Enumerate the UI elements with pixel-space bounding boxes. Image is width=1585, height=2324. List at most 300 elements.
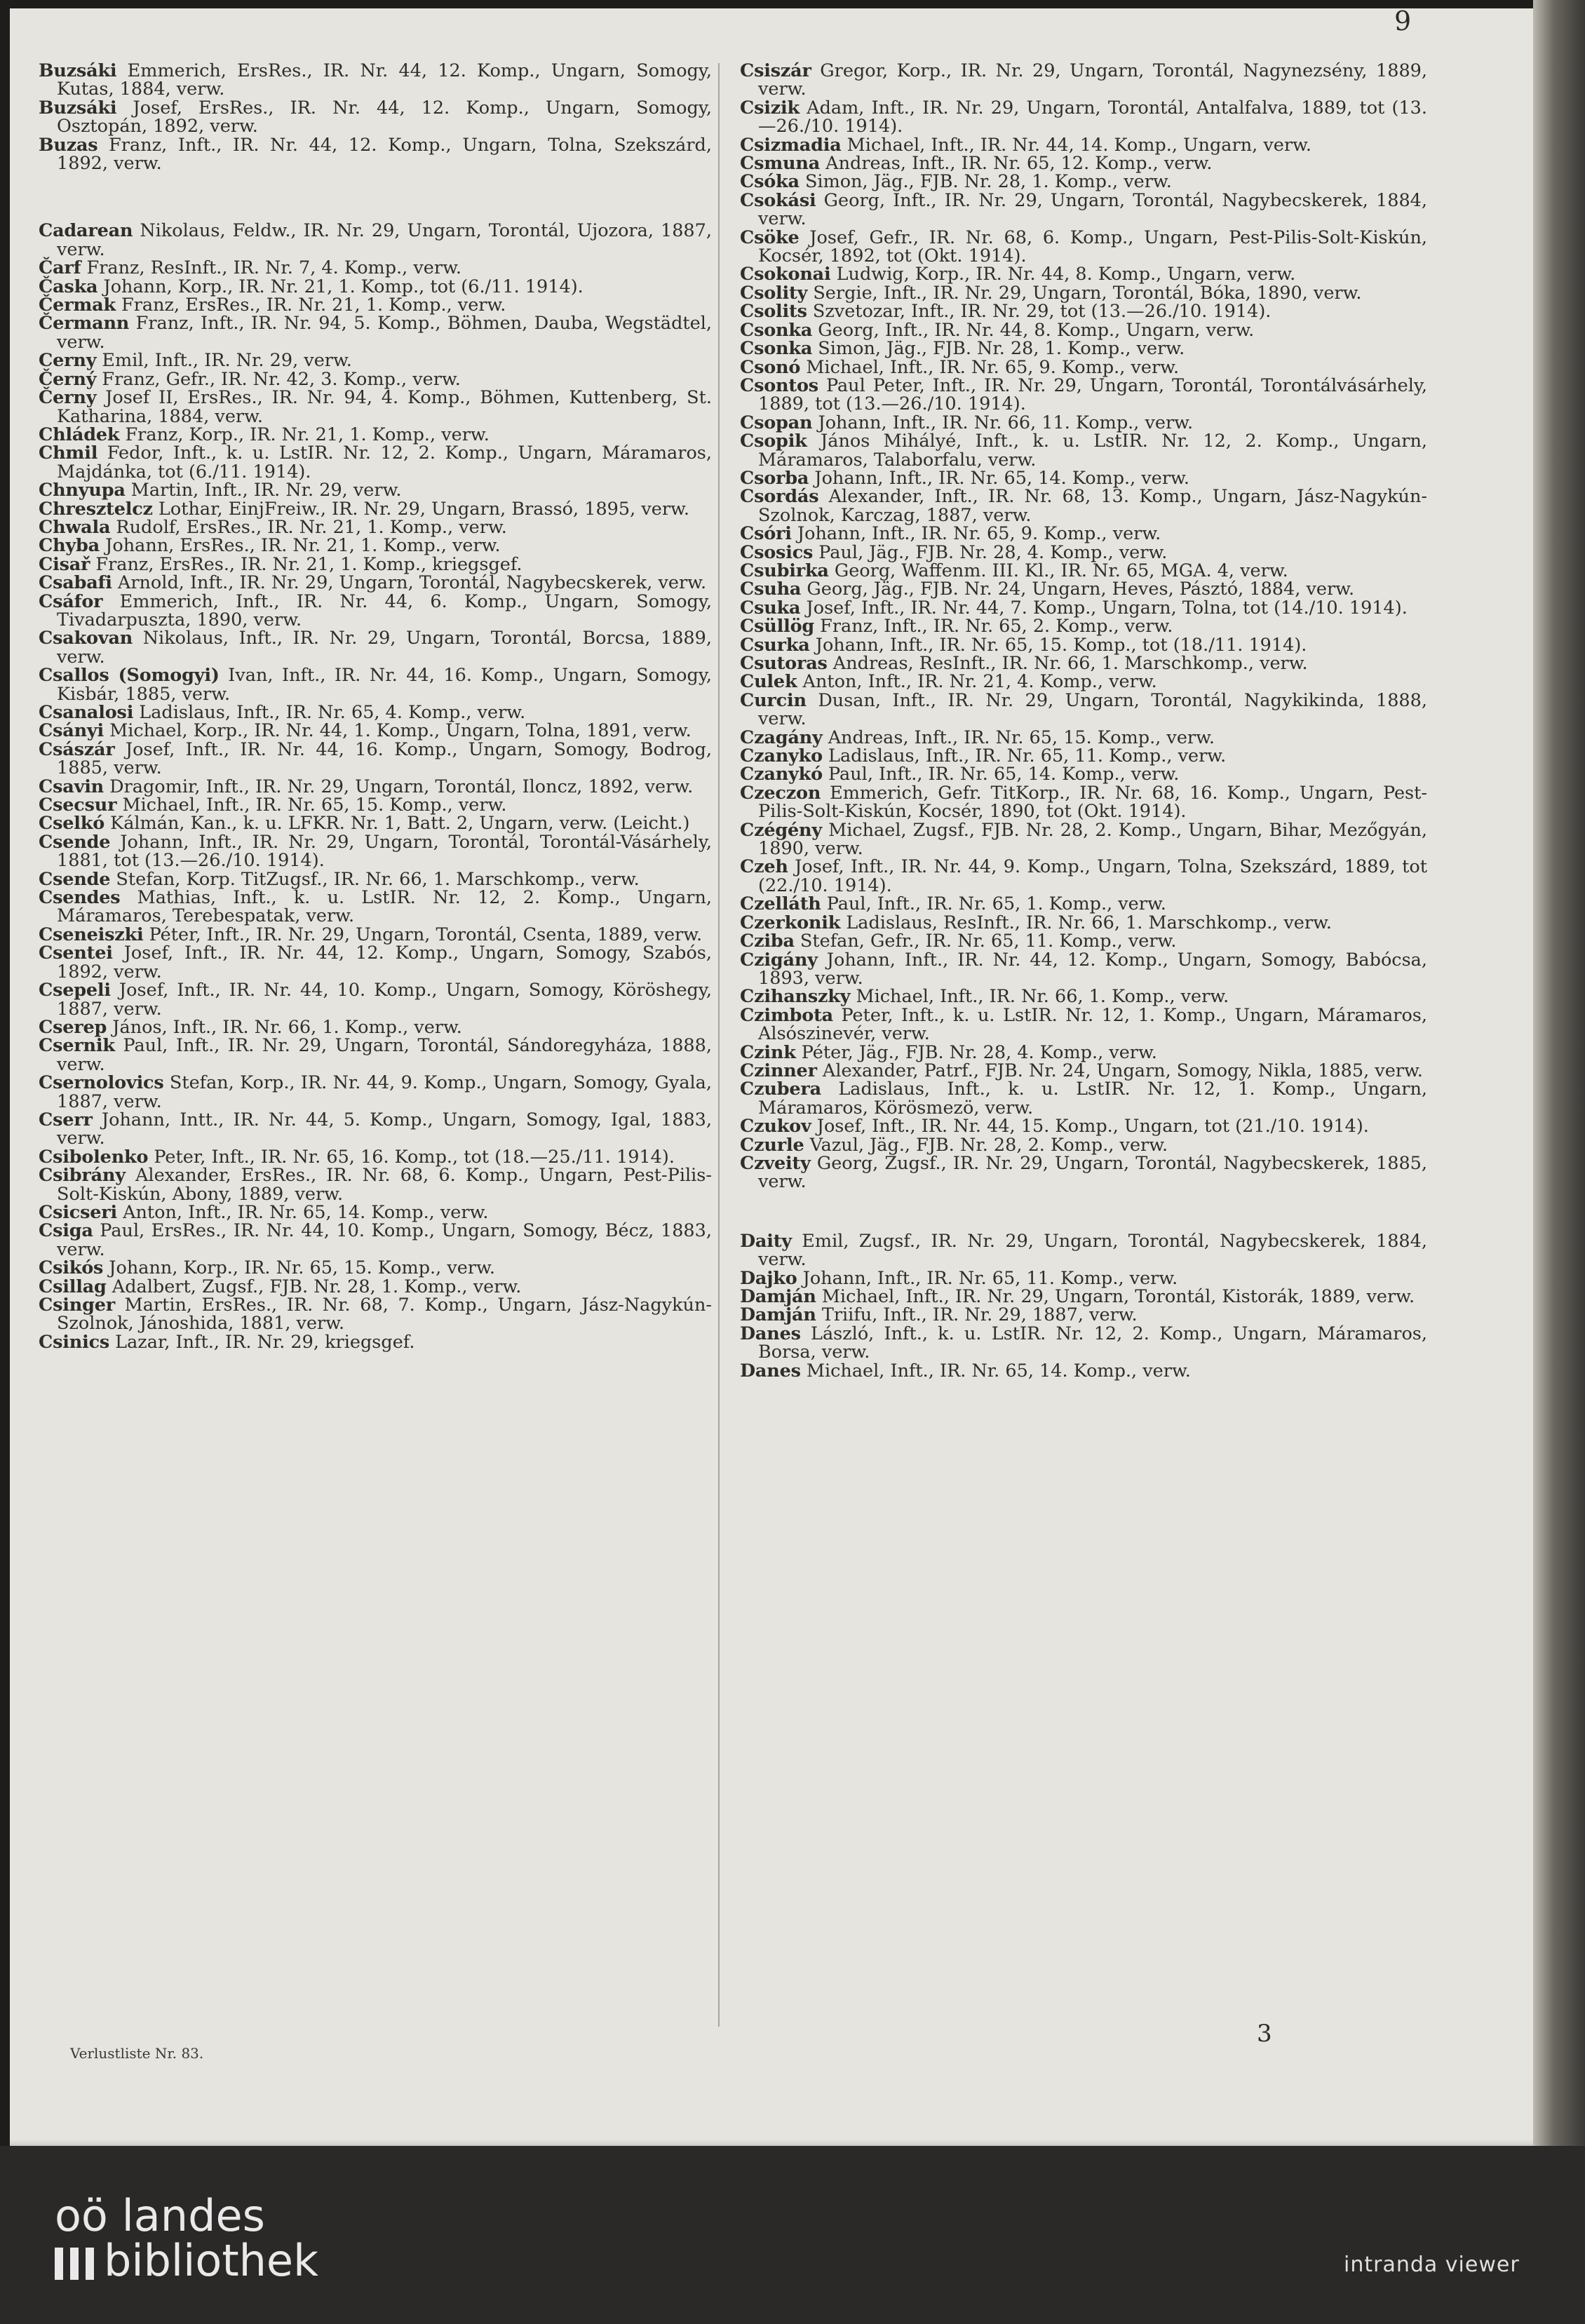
list-entry bbox=[39, 536, 712, 555]
list-entry bbox=[39, 1203, 712, 1222]
entry-details: Arnold, Inft., IR. Nr. 29, Ungarn, Torontál, Nagybecskerek, verw. bbox=[112, 572, 707, 594]
list-entry bbox=[740, 62, 1427, 99]
list-entry bbox=[39, 1259, 712, 1277]
list-entry bbox=[39, 314, 712, 351]
entry-details: Johann, Korp., IR. Nr. 21, 1. Komp., tot (6./11. 1914). bbox=[97, 276, 584, 297]
list-entry bbox=[740, 469, 1427, 487]
entry-surname: Csizmadia bbox=[740, 134, 842, 156]
entry-surname: Csende bbox=[39, 831, 111, 853]
entry-surname: Czanyko bbox=[740, 745, 823, 767]
list-entry bbox=[740, 136, 1427, 154]
list-entry bbox=[740, 951, 1427, 988]
entry-surname: Csabafi bbox=[39, 572, 112, 594]
entry-surname: Csmuna bbox=[740, 153, 821, 175]
entry-surname: Csernik bbox=[39, 1035, 115, 1057]
entry-surname: Csicseri bbox=[39, 1201, 117, 1223]
list-entry bbox=[740, 654, 1427, 673]
entry-details: Georg, Inft., IR. Nr. 29, Ungarn, Torontál, Nagybecskerek, 1884, verw. bbox=[758, 189, 1427, 230]
entry-details: Michael, Inft., IR. Nr. 44, 14. Komp., Ungarn, verw. bbox=[841, 134, 1311, 156]
entry-details: Josef, Inft., IR. Nr. 44, 9. Komp., Ungarn, Tolna, Szekszárd, 1889, tot (22./10. 1914). bbox=[758, 856, 1427, 896]
entry-details: Stefan, Korp. TitZugsf., IR. Nr. 66, 1. Marschkomp., verw. bbox=[110, 868, 640, 890]
book-gutter bbox=[1533, 0, 1585, 2146]
entry-details: Johann, Inft., IR. Nr. 29, Ungarn, Torontál, Torontál-Vásárhely, 1881, tot (13.—26./10. 1914). bbox=[57, 831, 712, 872]
entry-surname: Csallos (Somogyi) bbox=[39, 665, 220, 687]
list-entry bbox=[740, 1043, 1427, 1062]
column-divider bbox=[718, 63, 720, 2027]
entry-details: Anton, Inft., IR. Nr. 21, 4. Komp., verw. bbox=[797, 671, 1157, 693]
entry-details: Adam, Inft., IR. Nr. 29, Ungarn, Torontál, Antalfalva, 1889, tot (13.—26./10. 1914). bbox=[758, 97, 1427, 137]
list-entry bbox=[740, 691, 1427, 729]
viewer-label[interactable]: intranda viewer bbox=[1344, 2252, 1520, 2277]
entry-surname: Csentei bbox=[39, 943, 113, 964]
entry-surname: Černý bbox=[39, 368, 97, 390]
entry-details: Sergie, Inft., IR. Nr. 29, Ungarn, Torontál, Bóka, 1890, verw. bbox=[807, 282, 1362, 304]
entry-surname: Chmil bbox=[39, 442, 98, 464]
entry-surname: Czeh bbox=[740, 856, 788, 878]
entry-surname: Csendes bbox=[39, 887, 121, 909]
entry-details: Adalbert, Zugsf., FJB. Nr. 28, 1. Komp., verw. bbox=[106, 1276, 522, 1297]
entry-surname: Csordás bbox=[740, 486, 819, 508]
list-entry bbox=[39, 944, 712, 981]
entry-surname: Csanalosi bbox=[39, 702, 134, 723]
entry-surname: Čarf bbox=[39, 257, 81, 279]
entry-details: Martin, ErsRes., IR. Nr. 68, 7. Komp., Ungarn, Jász-Nagykún-Szolnok, Jánoshida, 1881, verw. bbox=[57, 1295, 712, 1335]
entry-details: Johann, Inft., IR. Nr. 65, 9. Komp., verw. bbox=[791, 523, 1161, 545]
list-entry bbox=[39, 278, 712, 296]
list-entry bbox=[39, 136, 712, 173]
entry-surname: Czagány bbox=[740, 727, 823, 748]
left-column bbox=[39, 62, 712, 1351]
entry-surname: Buzsáki bbox=[39, 60, 117, 81]
entry-surname: Czink bbox=[740, 1041, 796, 1063]
entry-details: Johann, Inft., IR. Nr. 66, 11. Komp., verw. bbox=[812, 412, 1194, 433]
entry-surname: Czubera bbox=[740, 1079, 821, 1100]
entry-details: Rudolf, ErsRes., IR. Nr. 21, 1. Komp., verw. bbox=[110, 516, 507, 538]
entry-details: Anton, Inft., IR. Nr. 65, 14. Komp., verw. bbox=[116, 1201, 489, 1223]
entry-details: Johann, Inft., IR. Nr. 65, 11. Komp., verw. bbox=[797, 1267, 1178, 1289]
entry-surname: Csakovan bbox=[39, 628, 133, 649]
entry-surname: Csopik bbox=[740, 431, 807, 452]
entry-surname: Czveity bbox=[740, 1152, 811, 1174]
entry-surname: Danes bbox=[740, 1360, 801, 1381]
list-entry bbox=[39, 99, 712, 136]
entry-details: Andreas, Inft., IR. Nr. 65, 15. Komp., verw. bbox=[822, 727, 1215, 748]
entry-details: Paul Peter, Inft., IR. Nr. 29, Ungarn, Torontál, Torontálvásárhely, 1889, tot (13.—26./10. 1914). bbox=[758, 374, 1427, 415]
list-entry bbox=[740, 932, 1427, 950]
entry-details: Johann, ErsRes., IR. Nr. 21, 1. Komp., verw. bbox=[100, 535, 501, 557]
entry-details: Georg, Jäg., FJB. Nr. 24, Ungarn, Heves, Pásztó, 1884, verw. bbox=[801, 579, 1355, 600]
entry-surname: Csopan bbox=[740, 412, 813, 433]
entry-details: Ludwig, Korp., IR. Nr. 44, 8. Komp., Ungarn, verw. bbox=[830, 264, 1296, 285]
list-entry bbox=[39, 1074, 712, 1111]
list-entry bbox=[740, 1232, 1427, 1269]
list-entry bbox=[740, 487, 1427, 525]
entry-details: Paul, ErsRes., IR. Nr. 44, 10. Komp., Ungarn, Somogy, Bécz, 1883, verw. bbox=[57, 1220, 712, 1260]
entry-details: Emmerich, Gefr. TitKorp., IR. Nr. 68, 16. Komp., Ungarn, Pest-Pilis-Solt-Kiskún, Kocsér, 1890, tot (Okt. 1914). bbox=[758, 782, 1427, 823]
entry-surname: Čermann bbox=[39, 313, 130, 335]
list-entry bbox=[39, 296, 712, 314]
entry-details: Johann, Inft., IR. Nr. 65, 14. Komp., verw. bbox=[809, 467, 1189, 489]
entry-details: Alexander, Patrf., FJB. Nr. 24, Ungarn, Somogy, Nikla, 1885, verw. bbox=[816, 1060, 1423, 1081]
list-entry bbox=[740, 321, 1427, 339]
entry-details: Paul, Inft., IR. Nr. 29, Ungarn, Torontál, Sándoregyháza, 1888, verw. bbox=[57, 1035, 712, 1075]
entry-details: Emil, Zugsf., IR. Nr. 29, Ungarn, Torontál, Nagybecskerek, 1884, verw. bbox=[758, 1230, 1427, 1271]
entry-surname: Csurka bbox=[740, 634, 810, 656]
list-entry bbox=[39, 500, 712, 518]
list-entry bbox=[39, 1148, 712, 1166]
list-entry bbox=[740, 358, 1427, 377]
entry-details: Kálmán, Kan., k. u. LFKR. Nr. 1, Batt. 2, Ungarn, verw. (Leicht.) bbox=[104, 813, 690, 835]
list-entry bbox=[740, 747, 1427, 765]
entry-details: László, Inft., k. u. LstIR. Nr. 12, 2. Komp., Ungarn, Máramaros, Borsa, verw. bbox=[758, 1323, 1427, 1363]
list-entry bbox=[39, 778, 712, 796]
entry-details: Paul, Inft., IR. Nr. 65, 14. Komp., verw. bbox=[822, 764, 1180, 785]
entry-details: Triifu, Inft., IR. Nr. 29, 1887, verw. bbox=[816, 1304, 1138, 1326]
list-entry bbox=[740, 821, 1427, 858]
entry-surname: Csorba bbox=[740, 467, 809, 489]
list-entry bbox=[740, 895, 1427, 913]
list-entry bbox=[39, 62, 712, 99]
entry-details: Szvetozar, Inft., IR. Nr. 29, tot (13.—26./10. 1914). bbox=[807, 301, 1272, 323]
entry-surname: Czurle bbox=[740, 1134, 804, 1156]
entry-surname: Csonka bbox=[740, 319, 813, 341]
entry-surname: Csóri bbox=[740, 523, 792, 545]
list-entry bbox=[39, 1333, 712, 1351]
entry-surname: Csosics bbox=[740, 541, 814, 563]
list-entry bbox=[39, 1296, 712, 1333]
entry-surname: Csavin bbox=[39, 776, 104, 797]
list-entry bbox=[740, 414, 1427, 432]
section-gap bbox=[39, 173, 712, 222]
entry-details: Lazar, Inft., IR. Nr. 29, kriegsgef. bbox=[109, 1331, 415, 1353]
entry-details: Michael, Inft., IR. Nr. 66, 1. Komp., verw. bbox=[850, 986, 1229, 1008]
entry-surname: Csolits bbox=[740, 301, 807, 323]
entry-details: Ladislaus, ResInft., IR. Nr. 66, 1. Marschkomp., verw. bbox=[840, 912, 1332, 933]
list-entry bbox=[39, 1222, 712, 1259]
entry-details: Andreas, Inft., IR. Nr. 65, 12. Komp., verw. bbox=[820, 153, 1213, 175]
list-entry bbox=[39, 351, 712, 370]
list-entry bbox=[39, 222, 712, 259]
entry-details: Lothar, EinjFreiw., IR. Nr. 29, Ungarn, Brassó, 1895, verw. bbox=[152, 498, 689, 520]
entry-details: Paul, Inft., IR. Nr. 65, 1. Komp., verw. bbox=[821, 893, 1166, 915]
list-entry bbox=[740, 1154, 1427, 1191]
entry-details: Ladislaus, Inft., IR. Nr. 65, 4. Komp., verw. bbox=[133, 702, 526, 723]
entry-details: Johann, Inft., IR. Nr. 44, 12. Komp., Ungarn, Somogy, Babócsa, 1893, verw. bbox=[758, 949, 1427, 989]
entry-surname: Chyba bbox=[39, 535, 100, 557]
list-entry bbox=[39, 833, 712, 870]
entry-surname: Čermak bbox=[39, 295, 116, 316]
list-entry bbox=[740, 1288, 1427, 1306]
entry-surname: Csüllög bbox=[740, 616, 815, 637]
entry-details: Alexander, Inft., IR. Nr. 68, 13. Komp., Ungarn, Jász-Nagykún-Szolnok, Karczag, 1887, verw. bbox=[758, 486, 1427, 526]
entry-details: Alexander, ErsRes., IR. Nr. 68, 6. Komp., Ungarn, Pest-Pilis-Solt-Kiskún, Abony, 1889, verw. bbox=[57, 1165, 712, 1205]
logo-bars-icon bbox=[55, 2248, 94, 2280]
list-entry bbox=[740, 673, 1427, 691]
list-entry bbox=[39, 574, 712, 592]
entry-surname: Czimbota bbox=[740, 1004, 833, 1026]
logo-line-1: oö landes bbox=[55, 2190, 265, 2241]
page-number: 9 bbox=[1394, 6, 1412, 36]
entry-surname: Danes bbox=[740, 1323, 801, 1344]
list-entry bbox=[740, 284, 1427, 302]
entry-details: Paul, Jäg., FJB. Nr. 28, 4. Komp., verw. bbox=[813, 541, 1168, 563]
entry-details: Ivan, Inft., IR. Nr. 44, 16. Komp., Ungarn, Somogy, Kisbár, 1885, verw. bbox=[57, 665, 712, 705]
entry-details: Fedor, Inft., k. u. LstIR. Nr. 12, 2. Komp., Ungarn, Máramaros, Majdánka, tot (6./11. 1914). bbox=[57, 442, 712, 482]
entry-details: Franz, ResInft., IR. Nr. 7, 4. Komp., verw. bbox=[81, 257, 461, 279]
entry-details: Emmerich, Inft., IR. Nr. 44, 6. Komp., Ungarn, Somogy, Tivadarpuszta, 1890, verw. bbox=[57, 590, 712, 630]
entry-surname: Buzsáki bbox=[39, 97, 117, 119]
entry-details: Mathias, Inft., k. u. LstIR. Nr. 12, 2. Komp., Ungarn, Máramaros, Terebespatak, verw. bbox=[57, 887, 712, 927]
entry-surname: Daity bbox=[740, 1230, 792, 1252]
list-entry bbox=[740, 784, 1427, 821]
entry-surname: Curcin bbox=[740, 689, 807, 711]
list-entry bbox=[39, 518, 712, 536]
list-entry bbox=[39, 259, 712, 277]
list-entry bbox=[39, 389, 712, 426]
entry-details: Josef, Inft., IR. Nr. 44, 10. Komp., Ungarn, Somogy, Köröshegy, 1887, verw. bbox=[57, 980, 712, 1020]
entry-details: Josef, Inft., IR. Nr. 44, 15. Komp., Ungarn, tot (21./10. 1914). bbox=[811, 1116, 1369, 1137]
list-entry bbox=[39, 555, 712, 574]
entry-details: Georg, Waffenm. III. Kl., IR. Nr. 65, MGA. 4, verw. bbox=[828, 560, 1288, 581]
entry-surname: Chnyupa bbox=[39, 480, 126, 501]
list-entry bbox=[39, 1278, 712, 1296]
entry-surname: Chládek bbox=[39, 424, 120, 445]
list-entry bbox=[740, 154, 1427, 173]
entry-details: Gregor, Korp., IR. Nr. 29, Ungarn, Torontál, Nagynezsény, 1889, verw. bbox=[758, 60, 1427, 100]
entry-surname: Csibrány bbox=[39, 1165, 126, 1187]
list-entry bbox=[39, 1036, 712, 1074]
entry-details: Vazul, Jäg., FJB. Nr. 28, 2. Komp., verw. bbox=[804, 1134, 1168, 1156]
entry-details: Peter, Inft., k. u. LstIR. Nr. 12, 1. Komp., Ungarn, Máramaros, Alsószinevér, verw. bbox=[758, 1004, 1427, 1045]
entry-surname: Cselkó bbox=[39, 813, 105, 835]
entry-details: Josef II, ErsRes., IR. Nr. 94, 4. Komp., Böhmen, Kuttenberg, St. Katharina, 1884, verw. bbox=[57, 387, 712, 427]
list-entry bbox=[740, 265, 1427, 283]
list-entry bbox=[740, 374, 1427, 415]
entry-details: Michael, Inft., IR. Nr. 65, 15. Komp., verw. bbox=[116, 795, 507, 816]
entry-surname: Csolity bbox=[740, 282, 808, 304]
library-logo[interactable] bbox=[55, 2190, 318, 2286]
list-entry bbox=[39, 1018, 712, 1036]
list-entry bbox=[740, 580, 1427, 598]
entry-details: Péter, Inft., IR. Nr. 29, Ungarn, Torontál, Csenta, 1889, verw. bbox=[143, 924, 703, 945]
entry-details: Franz, Gefr., IR. Nr. 42, 3. Komp., verw. bbox=[96, 368, 461, 390]
entry-details: Josef, Gefr., IR. Nr. 68, 6. Komp., Ungarn, Pest-Pilis-Solt-Kiskún, Kocsér, 1892, tot (Okt. 1914). bbox=[758, 227, 1427, 267]
list-entry bbox=[39, 629, 712, 666]
entry-details: Michael, Inft., IR. Nr. 65, 9. Komp., verw. bbox=[800, 356, 1180, 378]
list-entry bbox=[740, 1269, 1427, 1288]
entry-details: Simon, Jäg., FJB. Nr. 28, 1. Komp., verw. bbox=[799, 171, 1172, 193]
entry-surname: Czukov bbox=[740, 1116, 811, 1137]
entry-details: Dusan, Inft., IR. Nr. 29, Ungarn, Torontál, Nagykikinda, 1888, verw. bbox=[758, 689, 1427, 730]
entry-surname: Cisař bbox=[39, 553, 90, 575]
entry-surname: Csiszár bbox=[740, 60, 811, 81]
entry-surname: Cadarean bbox=[39, 220, 133, 242]
entry-details: Nikolaus, Feldw., IR. Nr. 29, Ungarn, Torontál, Ujozora, 1887, verw. bbox=[57, 220, 712, 260]
entry-surname: Czihanszky bbox=[740, 986, 851, 1008]
entry-details: Ladislaus, Inft., IR. Nr. 65, 11. Komp., verw. bbox=[822, 745, 1227, 767]
entry-surname: Dajko bbox=[740, 1267, 797, 1289]
entry-surname: Cziba bbox=[740, 931, 795, 952]
entry-details: Stefan, Korp., IR. Nr. 44, 9. Komp., Ungarn, Somogy, Gyala, 1887, verw. bbox=[57, 1072, 712, 1112]
list-entry bbox=[740, 339, 1427, 358]
entry-details: Johann, Intt., IR. Nr. 44, 5. Komp., Ungarn, Somogy, Igal, 1883, verw. bbox=[57, 1109, 712, 1149]
entry-surname: Csiga bbox=[39, 1220, 93, 1242]
entry-surname: Csecsur bbox=[39, 795, 117, 816]
list-entry bbox=[740, 301, 1427, 323]
list-entry bbox=[740, 914, 1427, 932]
entry-surname: Cerny bbox=[39, 350, 97, 372]
entry-surname: Csányi bbox=[39, 720, 104, 742]
entry-surname: Czanykó bbox=[740, 764, 823, 785]
list-entry bbox=[39, 889, 712, 926]
list-entry bbox=[740, 525, 1427, 543]
list-entry bbox=[740, 1062, 1427, 1080]
list-entry bbox=[740, 1136, 1427, 1154]
list-entry bbox=[740, 1325, 1427, 1362]
entry-surname: Csibolenko bbox=[39, 1146, 149, 1168]
logo-line-2: bibliothek bbox=[104, 2235, 318, 2286]
entry-details: Josef, Inft., IR. Nr. 44, 16. Komp., Ungarn, Somogy, Bodrog, 1885, verw. bbox=[57, 738, 712, 779]
list-entry bbox=[39, 926, 712, 944]
entry-details: Josef, ErsRes., IR. Nr. 44, 12. Komp., Ungarn, Somogy, Osztopán, 1892, verw. bbox=[57, 97, 712, 137]
list-entry bbox=[740, 1117, 1427, 1135]
entry-details: Michael, Inft., IR. Nr. 65, 14. Komp., verw. bbox=[800, 1360, 1191, 1381]
entry-details: Michael, Korp., IR. Nr. 44, 1. Komp., Ungarn, Tolna, 1891, verw. bbox=[104, 720, 692, 742]
entry-details: Franz, Inft., IR. Nr. 94, 5. Komp., Böhmen, Dauba, Wegstädtel, verw. bbox=[57, 313, 712, 353]
entry-surname: Csutoras bbox=[740, 653, 828, 674]
entry-details: Franz, ErsRes., IR. Nr. 21, 1. Komp., verw. bbox=[115, 295, 506, 316]
entry-surname: Culek bbox=[740, 671, 797, 693]
list-entry bbox=[39, 796, 712, 814]
entry-surname: Damján bbox=[740, 1286, 816, 1307]
entry-details: Emil, Inft., IR. Nr. 29, verw. bbox=[96, 350, 352, 372]
entry-surname: Csuha bbox=[740, 579, 802, 600]
list-entry bbox=[740, 432, 1427, 469]
entry-surname: Csáfor bbox=[39, 590, 103, 612]
list-entry bbox=[740, 99, 1427, 136]
entry-surname: Chresztelcz bbox=[39, 498, 153, 520]
list-entry bbox=[39, 426, 712, 444]
entry-surname: Damján bbox=[740, 1304, 816, 1326]
entry-details: Michael, Inft., IR. Nr. 29, Ungarn, Torontál, Kistorák, 1889, verw. bbox=[816, 1286, 1415, 1307]
section-gap bbox=[740, 1191, 1427, 1232]
entry-surname: Csinics bbox=[39, 1331, 110, 1353]
entry-details: Georg, Zugsf., IR. Nr. 29, Ungarn, Torontál, Nagybecskerek, 1885, verw. bbox=[758, 1152, 1427, 1193]
entry-details: Josef, Inft., IR. Nr. 44, 7. Komp., Ungarn, Tolna, tot (14./10. 1914). bbox=[800, 597, 1408, 619]
entry-details: Johann, Inft., IR. Nr. 65, 15. Komp., tot (18./11. 1914). bbox=[809, 634, 1307, 656]
list-entry bbox=[740, 729, 1427, 747]
list-entry bbox=[39, 981, 712, 1018]
entry-details: Péter, Jäg., FJB. Nr. 28, 4. Komp., verw. bbox=[795, 1041, 1157, 1063]
entry-surname: Czinner bbox=[740, 1060, 817, 1081]
footer-note: Verlustliste Nr. 83. bbox=[70, 2045, 204, 2062]
entry-details: Franz, Korp., IR. Nr. 21, 1. Komp., verw. bbox=[119, 424, 490, 445]
list-entry bbox=[39, 738, 712, 779]
entry-details: Simon, Jäg., FJB. Nr. 28, 1. Komp., verw. bbox=[812, 338, 1185, 360]
list-entry bbox=[740, 765, 1427, 783]
entry-details: János, Inft., IR. Nr. 66, 1. Komp., verw. bbox=[107, 1016, 462, 1038]
entry-surname: Csikós bbox=[39, 1257, 104, 1279]
list-entry bbox=[39, 870, 712, 889]
entry-surname: Csontos bbox=[740, 374, 818, 396]
entry-surname: Csende bbox=[39, 868, 111, 890]
list-entry bbox=[740, 636, 1427, 654]
list-entry bbox=[39, 590, 712, 630]
entry-details: Josef, Inft., IR. Nr. 44, 12. Komp., Ungarn, Somogy, Szabós, 1892, verw. bbox=[57, 943, 712, 982]
list-entry bbox=[39, 813, 712, 835]
entry-details: Stefan, Gefr., IR. Nr. 65, 11. Komp., verw. bbox=[794, 931, 1177, 952]
entry-surname: Buzas bbox=[39, 134, 98, 156]
entry-surname: Czigány bbox=[740, 949, 818, 971]
list-entry bbox=[740, 1080, 1427, 1117]
entry-surname: Cserep bbox=[39, 1016, 107, 1038]
entry-surname: Csokonai bbox=[740, 264, 831, 285]
list-entry bbox=[740, 1362, 1427, 1380]
entry-surname: Csizik bbox=[740, 97, 800, 119]
list-entry bbox=[39, 370, 712, 389]
entry-surname: Csuka bbox=[740, 597, 801, 619]
entry-details: Andreas, ResInft., IR. Nr. 66, 1. Marschkomp., verw. bbox=[827, 653, 1308, 674]
list-entry bbox=[740, 543, 1427, 562]
list-entry bbox=[39, 722, 712, 740]
list-entry bbox=[740, 562, 1427, 580]
scan-top-edge bbox=[0, 0, 1533, 8]
list-entry bbox=[740, 987, 1427, 1006]
entry-surname: Cserr bbox=[39, 1109, 93, 1130]
list-entry bbox=[740, 617, 1427, 635]
entry-details: Peter, Inft., IR. Nr. 65, 16. Komp., tot (18.—25./11. 1914). bbox=[148, 1146, 675, 1168]
entry-details: Ladislaus, Inft., k. u. LstIR. Nr. 12, 1. Komp., Ungarn, Máramaros, Körösmezö, verw. bbox=[758, 1079, 1427, 1119]
entry-details: Johann, Korp., IR. Nr. 65, 15. Komp., verw. bbox=[103, 1257, 495, 1279]
list-entry bbox=[740, 599, 1427, 617]
entry-surname: Cseneiszki bbox=[39, 924, 144, 945]
list-entry bbox=[740, 173, 1427, 191]
right-column bbox=[740, 62, 1427, 1380]
entry-details: Emmerich, ErsRes., IR. Nr. 44, 12. Komp., Ungarn, Somogy, Kutas, 1884, verw. bbox=[57, 60, 712, 100]
entry-surname: Csinger bbox=[39, 1295, 115, 1316]
entry-details: Michael, Zugsf., FJB. Nr. 28, 2. Komp., Ungarn, Bihar, Mezőgyán, 1890, verw. bbox=[758, 819, 1427, 860]
list-entry bbox=[740, 191, 1427, 229]
entry-surname: Csernolovics bbox=[39, 1072, 164, 1094]
entry-details: Franz, Inft., IR. Nr. 65, 2. Komp., verw. bbox=[814, 616, 1173, 637]
entry-surname: Császár bbox=[39, 738, 115, 760]
entry-surname: Czerkonik bbox=[740, 912, 841, 933]
scan-left-edge bbox=[0, 0, 10, 2146]
list-entry bbox=[740, 1306, 1427, 1324]
entry-surname: Czeczon bbox=[740, 782, 821, 804]
entry-surname: Csokási bbox=[740, 189, 816, 211]
list-entry bbox=[740, 858, 1427, 895]
list-entry bbox=[39, 1166, 712, 1203]
list-entry bbox=[740, 1006, 1427, 1043]
entry-details: János Mihályé, Inft., k. u. LstIR. Nr. 12, 2. Komp., Ungarn, Máramaros, Talaborfalu, verw. bbox=[758, 431, 1427, 471]
entry-details: Martin, Inft., IR. Nr. 29, verw. bbox=[125, 480, 402, 501]
entry-surname: Časka bbox=[39, 276, 98, 297]
entry-surname: Czelláth bbox=[740, 893, 821, 915]
entry-details: Georg, Inft., IR. Nr. 44, 8. Komp., Ungarn, verw. bbox=[812, 319, 1255, 341]
entry-surname: Csillag bbox=[39, 1276, 107, 1297]
entry-surname: Csonó bbox=[740, 356, 801, 378]
list-entry bbox=[740, 229, 1427, 266]
entry-surname: Csóka bbox=[740, 171, 800, 193]
entry-surname: Csubirka bbox=[740, 560, 829, 581]
entry-surname: Chwala bbox=[39, 516, 111, 538]
list-entry bbox=[39, 444, 712, 481]
entry-surname: Csonka bbox=[740, 338, 813, 360]
entry-surname: Černy bbox=[39, 387, 97, 409]
entry-details: Franz, Inft., IR. Nr. 44, 12. Komp., Ungarn, Tolna, Szekszárd, 1892, verw. bbox=[57, 134, 712, 175]
list-entry bbox=[39, 1111, 712, 1148]
